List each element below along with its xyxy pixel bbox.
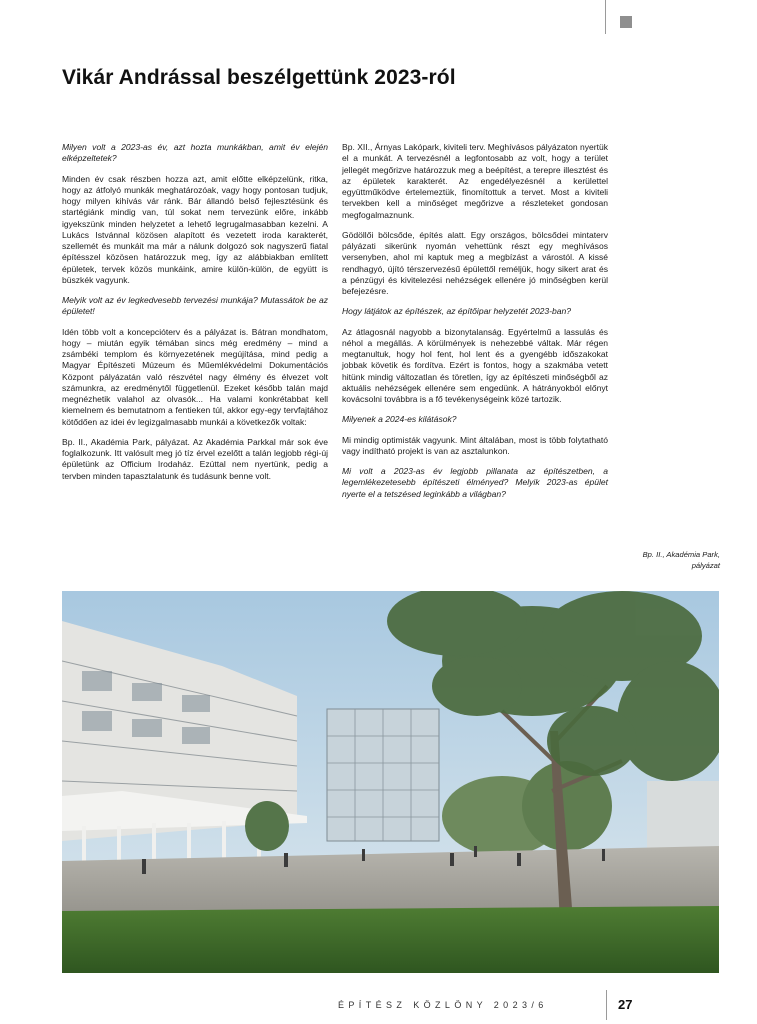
interview-answer: Minden év csak részben hozza azt, amit előtte elképzelünk, ritka, hogy az átfolyó munkák meghatározóak, vagy hogy pontosan tudjuk, hogy milyen kihívás vár ránk. Bár állandó belső fejlesztésünk és startégiánk mindig van, túl sokat nem tervezünk előre, inkább igyekszünk minden helyzetet a lehető legrugalmasabban kezelni. A Lukács Istvánnal közösen alapított és vezetett iroda karakterét, szellemét és munkáit ma már a nálunk dolgozó sok nagyszerű fiatal építésszel közösen határozzuk meg, így az alábbiakban említett épületek, tervek közös munkáink, amire külön-külön, de együtt is büszkék vagyunk. [62,173,328,285]
page-number: 27 [618,997,633,1012]
header-divider [605,0,606,34]
interview-answer: Bp. II., Akadémia Park, pályázat. Az Akadémia Parkkal már sok éve foglalkozunk. Itt valósult meg jó tíz érvel ezelőtt a talán legjobb régi-új épületünk az Officium Irodaház. Ezúttal nem nyertünk, pedig a tervben minden tapasztalatunk és tudásunk benne volt. [62,436,328,481]
interview-question: Mi volt a 2023-as év legjobb pillanata az építészetben, a legemlékezetesebb építészeti élményed? Melyik 2023-as épület nyerte el a tetszésed leginkább a világban? [342,466,608,499]
interview-answer: Bp. XII., Árnyas Lakópark, kiviteli terv. Meghívásos pályázaton nyertük el a munkát. A tervezésnél a legfontosabb az volt, hogy a terület jellegét megőrizve határozzuk meg a beépítést, a terepre illesztést és az épületek karakterét. Az engedélyezésnél a kerülettel együttműködve értelemeztük, finomítottuk a tervet. Most a kiviteli tervekben kell a minőséget megőrizve a részleteket gondosan megfogalmaznunk. [342,142,608,220]
article-title: Vikár Andrással beszélgettünk 2023-ról [62,66,456,89]
interview-question: Melyik volt az év legkedvesebb tervezési munkája? Mutassátok be az épületet! [62,295,328,317]
interview-answer: Az átlagosnál nagyobb a bizonytalanság. Egyértelmű a lassulás és néhol a megállás. A körülmények is nehezebbé váltak. Már régen megtanultuk, hogy hol fent, hol lent és a gyengébb időszakokat jobbak követik és fordítva. Ezért is fontos, hogy a szakmába vetett hitünk mindig változatlan és töretlen, így az építészeti minőségből az aktuális nehézségek ellenére sem engedünk. A hátrányokból előnyt kovácsolni továbbra is a fő tevékenységeink közé tartozik. [342,326,608,404]
interview-question: Hogy látjátok az építészek, az építőipar helyzetét 2023-ban? [342,306,572,317]
image-caption [628,549,720,571]
interview-answer: Idén több volt a koncepcióterv és a pályázat is. Bátran mondhatom, hogy – miután egyik témában sincs még eredmény – mind a zsámbéki templom és környezetének megújítása, mind pedig a Magyar Építészeti Múzeum és Műemlékvédelmi Dokumentációs Központ pályázatán való részvétel nagy élmény és élvezet volt számunkra, az eredménytől függetlenül. Ezeket később talán majd megnézhetik valahol az olvasók... Ha valami konkrétabbat kell kiemelnem és bemutatnom a fentieken túl, akkor egy-egy tervfajtához kötődően az idei év legizgalmasabb munkái a következők voltak: [62,326,328,427]
interview-answer: Mi mindig optimisták vagyunk. Mint általában, most is több folytatható vagy indítható projekt is van az asztalunkon. [342,434,608,456]
text-column-right [342,142,608,509]
interview-question: Milyenek a 2024-es kilátások? [342,414,457,425]
caption-line: pályázat [691,561,720,570]
section-marker [620,16,632,28]
text-column-left [62,142,328,491]
magazine-name: ÉPÍTÉSZ KÖZLÖNY 2023/6 [338,1000,548,1010]
caption-line: Bp. II., Akadémia Park, [642,550,720,559]
interview-answer: Gödöllői bölcsőde, építés alatt. Egy országos, bölcsődei mintaterv pályázati sikerünk nyomán vehettünk részt egy meghívásos versenyben, ahol mi kaptuk meg a megbízást a várostól. A kissé rendhagyó, újító térszervezésű épülettől reméljük, hogy sikert arat és a pénzügyi és kivitelezési nehézségek ellenére jó minőségben kerül befejezésre. [342,229,608,296]
footer-divider [606,990,607,1020]
interview-question: Milyen volt a 2023-as év, azt hozta munkákban, amit év elején elképzeltetek? [62,142,328,164]
architectural-rendering [62,591,719,973]
